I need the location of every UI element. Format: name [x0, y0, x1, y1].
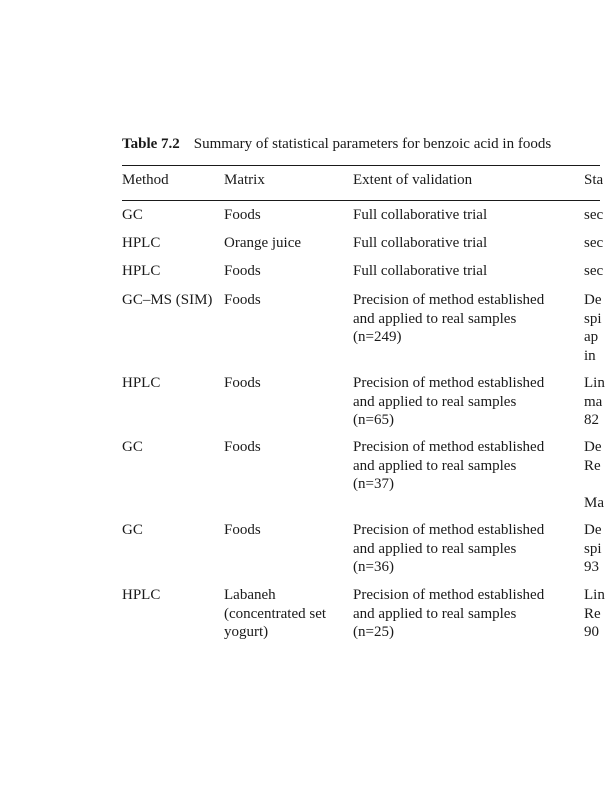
row-8-validation: Precision of method established and applied to real samples (n=25) [353, 587, 545, 640]
row-1-matrix: Foods [224, 207, 261, 223]
header-extent-of-validation: Extent of validation [353, 172, 473, 188]
row-6-method: GC [122, 439, 143, 455]
row-4-method: GC–MS (SIM) [122, 292, 213, 308]
row-5-validation: Precision of method established and applied to real samples (n=65) [353, 375, 545, 428]
header-statistics: Sta [584, 172, 604, 188]
row-6-stat: De Re Ma [584, 439, 604, 511]
row-7-matrix: Foods [224, 522, 261, 538]
table-header-rule [122, 200, 600, 201]
header-method: Method [122, 172, 169, 188]
row-7-validation: Precision of method established and applied to real samples (n=36) [353, 522, 545, 575]
row-4-stat: De spi ap in [584, 292, 602, 364]
table-top-rule [122, 165, 600, 166]
row-5-matrix: Foods [224, 375, 261, 391]
row-3-method: HPLC [122, 263, 161, 279]
row-8-method: HPLC [122, 587, 161, 603]
row-7-stat: De spi 93 [584, 522, 602, 575]
row-2-validation: Full collaborative trial [353, 235, 488, 251]
table-title: Summary of statistical parameters for benzoic acid in foods [193, 136, 552, 152]
row-6-matrix: Foods [224, 439, 261, 455]
row-1-validation: Full collaborative trial [353, 207, 488, 223]
row-4-matrix: Foods [224, 292, 261, 308]
row-2-matrix: Orange juice [224, 235, 302, 251]
row-6-validation: Precision of method established and applied to real samples (n=37) [353, 439, 545, 492]
row-4-validation: Precision of method established and applied to real samples (n=249) [353, 292, 545, 345]
row-1-stat: sec [584, 207, 604, 223]
header-matrix: Matrix [224, 172, 265, 188]
row-3-matrix: Foods [224, 263, 261, 279]
table-caption [122, 136, 551, 153]
row-5-method: HPLC [122, 375, 161, 391]
row-8-matrix: Labaneh (concentrated set yogurt) [224, 587, 327, 640]
row-7-method: GC [122, 522, 143, 538]
row-5-stat: Lin ma 82 [584, 375, 605, 428]
row-8-stat: Lin Re 90 [584, 587, 605, 640]
row-1-method: GC [122, 207, 143, 223]
row-3-validation: Full collaborative trial [353, 263, 488, 279]
row-3-stat: sec [584, 263, 604, 279]
row-2-method: HPLC [122, 235, 161, 251]
row-2-stat: sec [584, 235, 604, 251]
table-number: Table 7.2 [122, 136, 180, 152]
